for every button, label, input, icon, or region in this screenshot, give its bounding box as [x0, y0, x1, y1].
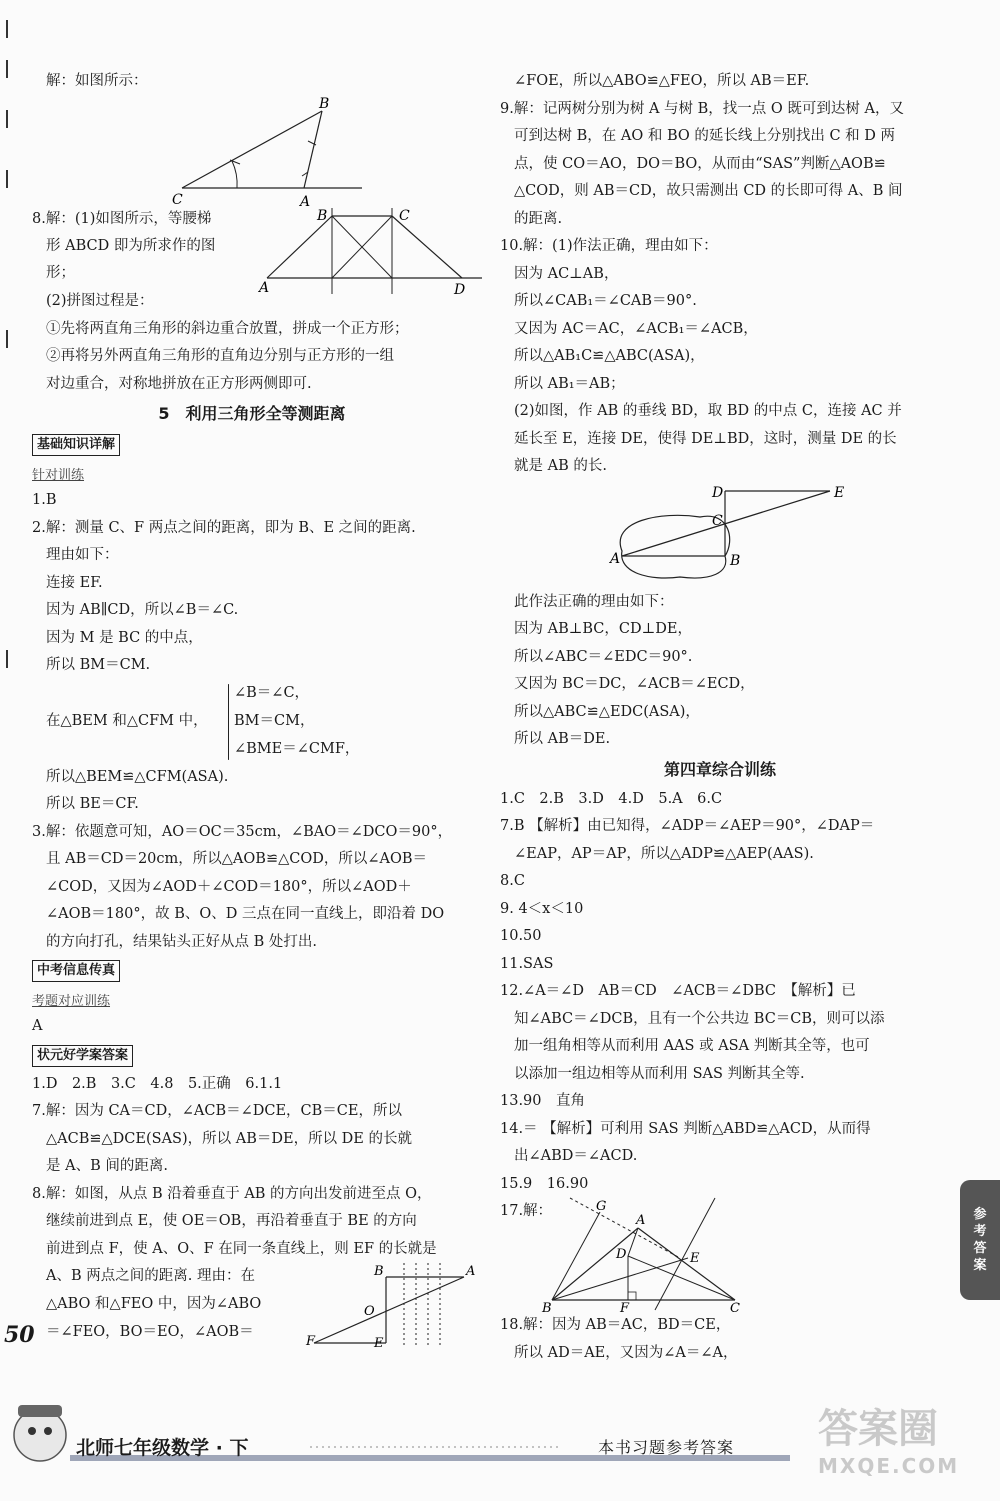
text-line: 7.B 【解析】由已知得，∠ADP＝∠AEP＝90°，∠DAP＝: [500, 818, 875, 834]
point-label: C: [399, 207, 410, 224]
text-line: 是 A、B 间的距离.: [46, 1158, 168, 1174]
text-line: ∠B＝∠C，: [234, 684, 310, 701]
q8-block: [32, 206, 472, 316]
text-line: ①先将两直角三角形的斜边重合放置，拼成一个正方形；: [46, 320, 409, 337]
text-line: 前进到点 F，使 A、O、F 在同一条直线上，则 EF 的长就是: [46, 1240, 437, 1257]
point-label: O: [364, 1304, 375, 1319]
text-line: A、B 两点之间的距离. 理由：在: [46, 1268, 255, 1284]
text-line: 继续前进到点 E，使 OE＝OB，再沿着垂直于 BE 的方向: [46, 1213, 417, 1229]
text-line: 以添加一组边相等从而利用 SAS 判断其全等.: [514, 1065, 805, 1082]
point-label: D: [616, 1247, 627, 1262]
text-line: 因为 AB∥CD，所以∠B＝∠C.: [46, 602, 239, 618]
side-tab-char: 参: [973, 1207, 987, 1222]
side-tab-char: 答: [973, 1241, 987, 1256]
text-line: 8.C: [500, 873, 525, 889]
text-line: 对边重合，对称地拼放在正方形两侧即可.: [46, 375, 312, 392]
text-line: 7.解：因为 CA＝CD，∠ACB＝∠DCE，CB＝CE，所以: [32, 1103, 402, 1119]
point-label: G: [596, 1199, 607, 1214]
text-line: ＝∠FEO，BO＝EO，∠AOB＝: [46, 1324, 254, 1340]
text-line: 17.解：: [500, 1203, 553, 1219]
margin-mark: [6, 650, 8, 668]
text-line: 所以 AD＝AE，又因为∠A＝∠A，: [514, 1344, 738, 1361]
text-line: 1.C 2.B 3.D 4.D 5.A 6.C: [500, 790, 723, 807]
margin-mark: [6, 110, 8, 128]
text-line: ∠BME＝∠CMF，: [234, 740, 360, 757]
text-line: 出∠ABD＝∠ACD.: [514, 1148, 638, 1164]
text-line: 所以△ABC≌△EDC(ASA)，: [514, 703, 700, 720]
watermark-title: 答案圈: [818, 1406, 938, 1452]
text-line: 的方向打孔，结果钻头正好从点 B 处打出.: [46, 933, 317, 950]
point-label: B: [374, 1264, 384, 1279]
point-label: C: [730, 1301, 740, 1316]
point-label: B: [542, 1301, 552, 1316]
text-line: 可到达树 B，在 AO 和 BO 的延长线上分别找出 C 和 D 两: [514, 128, 896, 144]
text-line: 延长至 E，连接 DE，使得 DE⊥BD，这时，测量 DE 的长: [514, 430, 897, 447]
subsection-heading: 针对训练: [32, 468, 85, 483]
text-line: 此作法正确的理由如下：: [514, 593, 674, 610]
section-footer-title: 本书习题参考答案: [598, 1438, 735, 1457]
text-line: 15.9 16.90: [500, 1175, 589, 1192]
text-line: 因为 AC⊥AB，: [514, 265, 619, 282]
perpendicular-bisector-diagram: [540, 1198, 800, 1316]
right-column: [500, 68, 940, 1367]
point-label: A: [636, 1213, 646, 1228]
text-line: 就是 AB 的长.: [514, 458, 607, 474]
text-line: 连接 EF.: [46, 574, 103, 591]
text-line: 18.解：因为 AB＝AC，BD＝CE，: [500, 1317, 731, 1333]
point-label: A: [259, 279, 270, 296]
figure-q17: [500, 1198, 940, 1316]
trapezoid-diagram: [257, 206, 487, 306]
text-line: 且 AB＝CD＝20cm，所以△AOB≌△COD，所以∠AOB＝: [46, 851, 428, 867]
q8-final-block: [32, 1263, 476, 1351]
margin-mark: [6, 170, 8, 188]
text-line: 又因为 AC＝AC，∠ACB₁＝∠ACB，: [514, 320, 758, 337]
text-line: 11.SAS: [500, 955, 554, 972]
point-label: F: [620, 1301, 630, 1316]
angle-construction-diagram: [32, 95, 472, 210]
margin-mark: [6, 60, 8, 78]
point-label: C: [712, 512, 723, 529]
text-line: 2.解：测量 C、F 两点之间的距离，即为 B、E 之间的距离.: [32, 519, 416, 536]
point-label: A: [610, 550, 621, 567]
river-distance-diagram: [304, 1263, 476, 1351]
point-label: F: [306, 1334, 316, 1349]
text-line: 所以 BM＝CM.: [46, 657, 151, 673]
text-line: 8.解：如图，从点 B 沿着垂直于 AB 的方向出发前进至点 O，: [32, 1185, 432, 1202]
text-line: △ABO 和△FEO 中，因为∠ABO: [46, 1296, 262, 1312]
point-label: C: [172, 191, 183, 208]
text-line: ②再将另外两直角三角形的直角边分别与正方形的一组: [46, 348, 394, 364]
point-label: A: [466, 1264, 476, 1279]
watermark: [818, 1404, 998, 1499]
text-line: 解：如图所示：: [46, 73, 148, 89]
text-line: 在△BEM 和△CFM 中，: [46, 712, 208, 729]
text-line: ∠COD，又因为∠AOD＋∠COD＝180°，所以∠AOD＋: [46, 878, 412, 895]
text-line: 3.解：依题意可知，AO＝OC＝35cm，∠BAO＝∠DCO＝90°，: [32, 823, 453, 840]
section-box-heading: 中考信息传真: [32, 960, 120, 982]
text-line: 的距离.: [514, 210, 563, 227]
text-line: 10.解：(1)作法正确，理由如下：: [500, 238, 718, 254]
lake-distance-diagram: [500, 481, 940, 589]
text-line: 形；: [46, 264, 75, 281]
text-line: 所以∠CAB₁＝∠CAB＝90°.: [514, 293, 697, 309]
text-line: BM＝CM，: [234, 712, 315, 729]
book-title: 北师七年级数学 · 下: [76, 1437, 249, 1459]
text-line: 12.∠A＝∠D AB＝CD ∠ACB＝∠DBC 【解析】已: [500, 983, 856, 999]
text-line: 所以△AB₁C≌△ABC(ASA)，: [514, 348, 705, 364]
text-line: 加一组角相等从而利用 AAS 或 ASA 判断其全等，也可: [514, 1038, 870, 1054]
text-line: 形 ABCD 即为所求作的图: [46, 237, 216, 254]
margin-mark: [6, 330, 8, 348]
text-line: 理由如下：: [46, 547, 119, 563]
text-line: 所以∠ABC＝∠EDC＝90°.: [514, 648, 693, 665]
text-line: 1.D 2.B 3.C 4.8 5.正确 6.1.1: [32, 1075, 283, 1092]
brace: [228, 684, 229, 760]
point-label: E: [690, 1251, 700, 1266]
watermark-url: MXQE.COM: [818, 1454, 960, 1478]
text-line: 知∠ABC＝∠DCB，且有一个公共边 BC＝CB，则可以添: [514, 1010, 885, 1027]
point-label: E: [374, 1336, 384, 1351]
side-tab-char: 考: [973, 1224, 987, 1239]
text-line: 又因为 BC＝DC，∠ACB＝∠ECD，: [514, 676, 755, 692]
text-line: (2)拼图过程是：: [46, 292, 154, 309]
text-line: A: [32, 1018, 43, 1034]
section-box-heading: 基础知识详解: [32, 434, 120, 456]
text-line: ∠FOE，所以△ABO≌△FEO，所以 AB＝EF.: [514, 73, 810, 89]
figure-angle-construction: [32, 95, 472, 210]
text-line: 所以 AB₁＝AB；: [514, 375, 625, 392]
point-label: D: [454, 281, 466, 298]
text-line: 所以 AB＝DE.: [514, 731, 611, 747]
text-line: 9.解：记两树分别为树 A 与树 B，找一点 O 既可到达树 A，又: [500, 100, 904, 117]
text-line: 8.解：(1)如图所示，等腰梯: [32, 210, 212, 227]
text-line: 所以△BEM≌△CFM(ASA).: [46, 768, 229, 785]
text-line: 10.50: [500, 928, 542, 944]
text-line: 因为 M 是 BC 的中点，: [46, 629, 203, 646]
text-line: 因为 AB⊥BC，CD⊥DE，: [514, 621, 692, 637]
point-label: A: [300, 193, 311, 210]
point-label: B: [317, 207, 328, 224]
point-label: B: [730, 552, 741, 569]
text-line: 9. 4＜x＜10: [500, 900, 584, 917]
text-line: 点，使 CO＝AO，DO＝BO，从而由“SAS”判断△AOB≌: [514, 155, 886, 172]
section-title: 5 利用三角形全等测距离: [158, 404, 346, 423]
text-line: (2)如图，作 AB 的垂线 BD，取 BD 的中点 C，连接 AC 并: [514, 403, 902, 419]
text-line: △ACB≌△DCE(SAS)，所以 AB＝DE，所以 DE 的长就: [46, 1130, 413, 1147]
point-label: D: [712, 484, 724, 501]
text-line: 13.90 直角: [500, 1093, 586, 1109]
section-title: 第四章综合训练: [663, 759, 776, 779]
text-line: ∠AOB＝180°，故 B、O、D 三点在同一直线上，即沿着 DO: [46, 906, 445, 922]
left-column: [32, 68, 476, 1351]
side-tab-char: 案: [973, 1258, 987, 1273]
margin-mark: [6, 20, 8, 38]
text-line: 所以 BE＝CF.: [46, 796, 139, 812]
text-line: △COD，则 AB＝CD，故只需测出 CD 的长即可得 A、B 间: [514, 183, 903, 199]
section-box-heading: 状元好学案答案: [32, 1045, 133, 1067]
text-line: ∠EAP，AP＝AP，所以△ADP≌△AEP(AAS).: [514, 845, 814, 862]
text-line: 1.B: [32, 492, 57, 508]
subsection-heading: 考题对应训练: [32, 994, 111, 1009]
figure-lake-distance: [500, 481, 940, 589]
condition-brace-block: [32, 680, 472, 764]
page-number: 50: [4, 1322, 35, 1348]
answer-side-tab: [960, 1180, 1000, 1300]
point-label: B: [319, 95, 330, 112]
text-line: 14.＝ 【解析】可利用 SAS 判断△ABD≌△ACD，从而得: [500, 1120, 871, 1137]
point-label: E: [834, 484, 845, 501]
